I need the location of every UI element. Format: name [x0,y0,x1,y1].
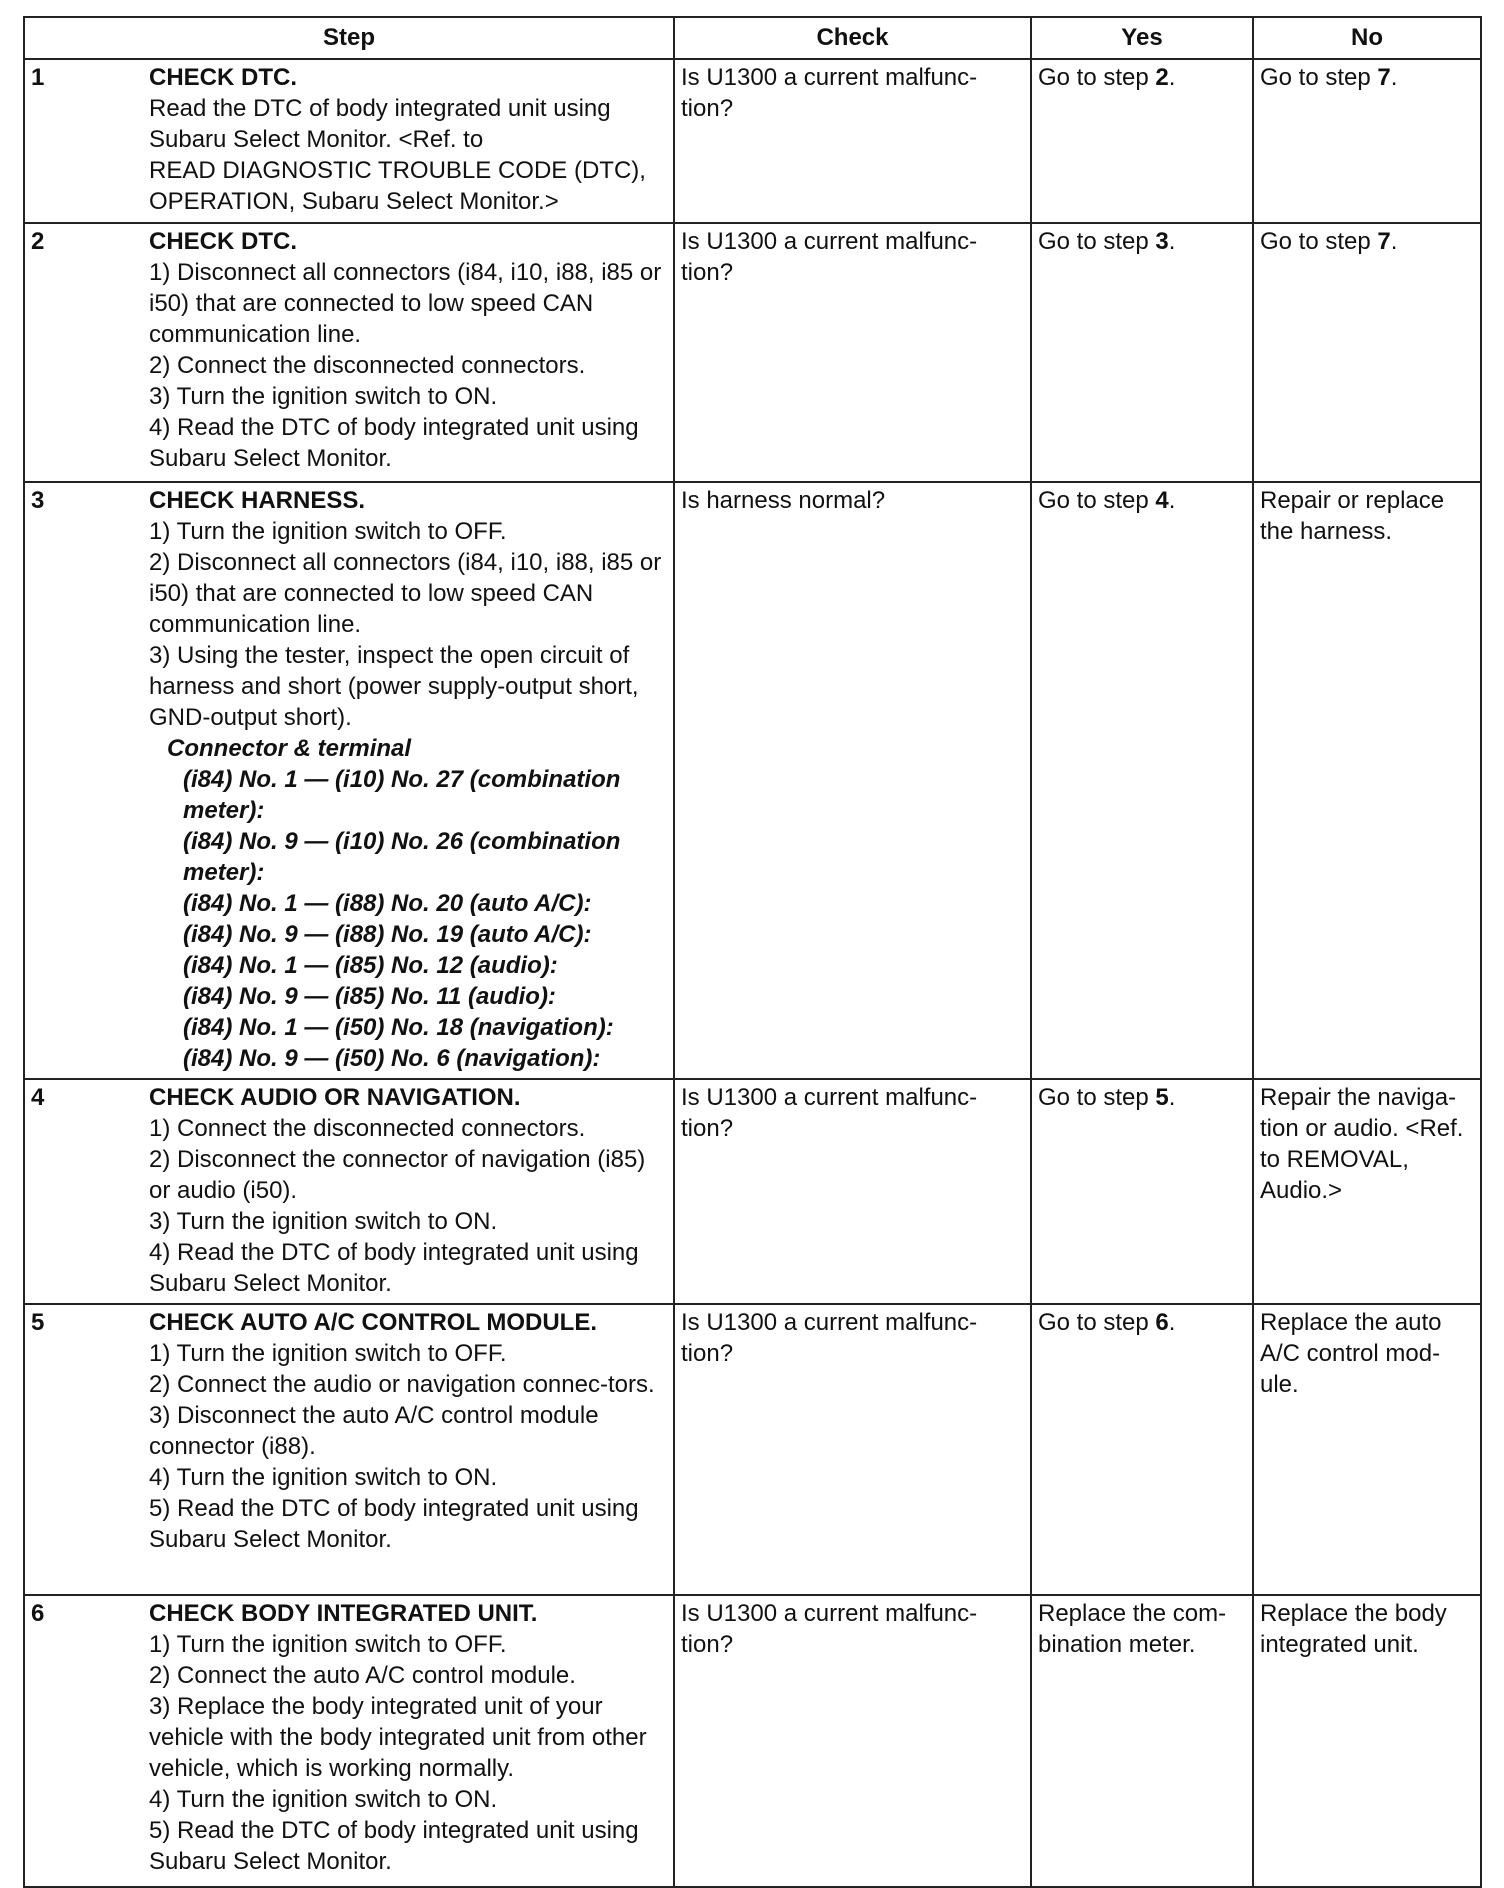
table-row [24,223,1481,482]
step-line: 5) Read the DTC of body integrated unit using Subaru Select Monitor. [149,1817,639,1875]
yes-cell [1031,482,1253,1079]
no-cell: Repair the naviga-tion or audio. <Ref. to REMOVAL, Audio.> [1253,1079,1481,1304]
yes-step-ref: 5 [1155,1084,1169,1111]
yes-step-ref: 6 [1155,1309,1169,1336]
no-cell: Replace the auto A/C control mod-ule. [1253,1304,1481,1595]
step-body [149,1082,667,1299]
step-title: CHECK BODY INTEGRATED UNIT. [149,1600,538,1627]
step-body [149,1307,667,1555]
check-cell: Is U1300 a current malfunc-tion? [674,1079,1031,1304]
no-step-ref: 7 [1377,228,1391,255]
yes-suffix: . [1168,228,1176,255]
yes-suffix: . [1168,1309,1176,1336]
connector-spec: (i84) No. 1 — (i85) No. 12 (audio): [183,952,558,979]
step-line: 4) Read the DTC of body integrated unit using Subaru Select Monitor. [149,1239,639,1297]
step-cell [24,59,674,223]
no-cell: Replace the body integrated unit. [1253,1595,1481,1887]
table-row [24,1079,1481,1304]
check-cell: Is U1300 a current malfunc-tion? [674,1304,1031,1595]
step-cell [24,1079,674,1304]
step-cell [24,482,674,1079]
yes-step-ref: 4 [1155,487,1169,514]
yes-suffix: . [1168,1084,1176,1111]
yes-prefix: Go to step [1038,1084,1156,1111]
connector-spec: (i84) No. 1 — (i10) No. 27 (combination meter): [183,766,621,824]
no-cell: Repair or replace the harness. [1253,482,1481,1079]
step-line: 2) Connect the auto A/C control module. [149,1662,576,1689]
step-line: 3) Disconnect the auto A/C control module connector (i88). [149,1402,599,1460]
step-line: 3) Turn the ignition switch to ON. [149,383,498,410]
step-body [149,1598,667,1877]
step-line: 4) Turn the ignition switch to ON. [149,1786,498,1813]
step-line: 5) Read the DTC of body integrated unit using Subaru Select Monitor. [149,1495,639,1553]
table-row [24,59,1481,223]
step-line: 2) Disconnect the connector of navigation (i85) or audio (i50). [149,1146,646,1204]
yes-prefix: Go to step [1038,487,1156,514]
no-suffix: . [1390,228,1398,255]
step-line: 4) Read the DTC of body integrated unit using Subaru Select Monitor. [149,414,639,472]
step-number: 5 [31,1309,45,1336]
step-line: 3) Using the tester, inspect the open circuit of harness and short (power supply-output short, GND-output short). [149,642,639,731]
yes-prefix: Go to step [1038,228,1156,255]
step-line: 1) Turn the ignition switch to OFF. [149,1340,507,1367]
step-title: CHECK AUDIO OR NAVIGATION. [149,1084,521,1111]
no-cell [1253,223,1481,482]
header-no: No [1253,17,1481,59]
connector-spec: (i84) No. 1 — (i88) No. 20 (auto A/C): [183,890,592,917]
diagnostic-table [23,16,1482,1888]
step-line: 1) Disconnect all connectors (i84, i10, i88, i85 or i50) that are connected to low speed CAN communication line. [149,259,662,348]
header-row [24,17,1481,59]
header-yes: Yes [1031,17,1253,59]
step-cell [24,223,674,482]
table-row [24,1304,1481,1595]
step-line: OPERATION, Subaru Select Monitor.> [149,188,559,215]
no-suffix: . [1390,64,1398,91]
yes-prefix: Go to step [1038,64,1156,91]
step-line: 2) Disconnect all connectors (i84, i10, i88, i85 or i50) that are connected to low speed CAN communication line. [149,549,662,638]
header-step: Step [24,17,674,59]
connector-spec: (i84) No. 9 — (i50) No. 6 (navigation): [183,1045,601,1072]
step-line: 3) Turn the ignition switch to ON. [149,1208,498,1235]
step-title: CHECK DTC. [149,228,297,255]
step-cell [24,1595,674,1887]
step-body [149,485,667,1074]
yes-suffix: . [1168,64,1176,91]
connector-spec: (i84) No. 9 — (i85) No. 11 (audio): [183,983,556,1010]
step-line: 2) Connect the disconnected connectors. [149,352,586,379]
yes-cell [1031,59,1253,223]
check-cell: Is U1300 a current malfunc-tion? [674,59,1031,223]
step-line: 1) Turn the ignition switch to OFF. [149,1631,507,1658]
yes-step-ref: 3 [1155,228,1169,255]
yes-step-ref: 2 [1155,64,1169,91]
step-number: 3 [31,487,45,514]
step-body [149,62,667,217]
no-prefix: Go to step [1260,64,1378,91]
step-line: 4) Turn the ignition switch to ON. [149,1464,498,1491]
check-cell: Is harness normal? [674,482,1031,1079]
yes-cell [1031,223,1253,482]
connector-heading: Connector & terminal [167,735,412,762]
step-line: Subaru Select Monitor. <Ref. to [149,126,484,153]
step-line: Read the DTC of body integrated unit using [149,95,611,122]
yes-cell [1031,1079,1253,1304]
no-prefix: Go to step [1260,228,1378,255]
connector-spec: (i84) No. 9 — (i88) No. 19 (auto A/C): [183,921,592,948]
step-number: 6 [31,1600,45,1627]
check-cell: Is U1300 a current malfunc-tion? [674,1595,1031,1887]
table-row [24,1595,1481,1887]
step-title: CHECK HARNESS. [149,487,366,514]
step-number: 1 [31,64,45,91]
yes-prefix: Go to step [1038,1309,1156,1336]
step-title: CHECK AUTO A/C CONTROL MODULE. [149,1309,597,1336]
step-title: CHECK DTC. [149,64,297,91]
step-line: READ DIAGNOSTIC TROUBLE CODE (DTC), [149,157,646,184]
step-number: 4 [31,1084,45,1111]
step-line: 1) Connect the disconnected connectors. [149,1115,586,1142]
check-cell: Is U1300 a current malfunc-tion? [674,223,1031,482]
step-line: 1) Turn the ignition switch to OFF. [149,518,507,545]
table-row [24,482,1481,1079]
no-step-ref: 7 [1377,64,1391,91]
yes-suffix: . [1168,487,1176,514]
connector-spec: (i84) No. 1 — (i50) No. 18 (navigation): [183,1014,614,1041]
yes-cell [1031,1304,1253,1595]
connector-spec: (i84) No. 9 — (i10) No. 26 (combination meter): [183,828,621,886]
step-line: 2) Connect the audio or navigation connec-tors. [149,1371,655,1398]
step-cell [24,1304,674,1595]
header-check: Check [674,17,1031,59]
step-line: 3) Replace the body integrated unit of your vehicle with the body integrated unit from other vehicle, which is working normally. [149,1693,647,1782]
step-body [149,226,667,474]
no-cell [1253,59,1481,223]
step-number: 2 [31,228,45,255]
yes-cell: Replace the com-bination meter. [1031,1595,1253,1887]
